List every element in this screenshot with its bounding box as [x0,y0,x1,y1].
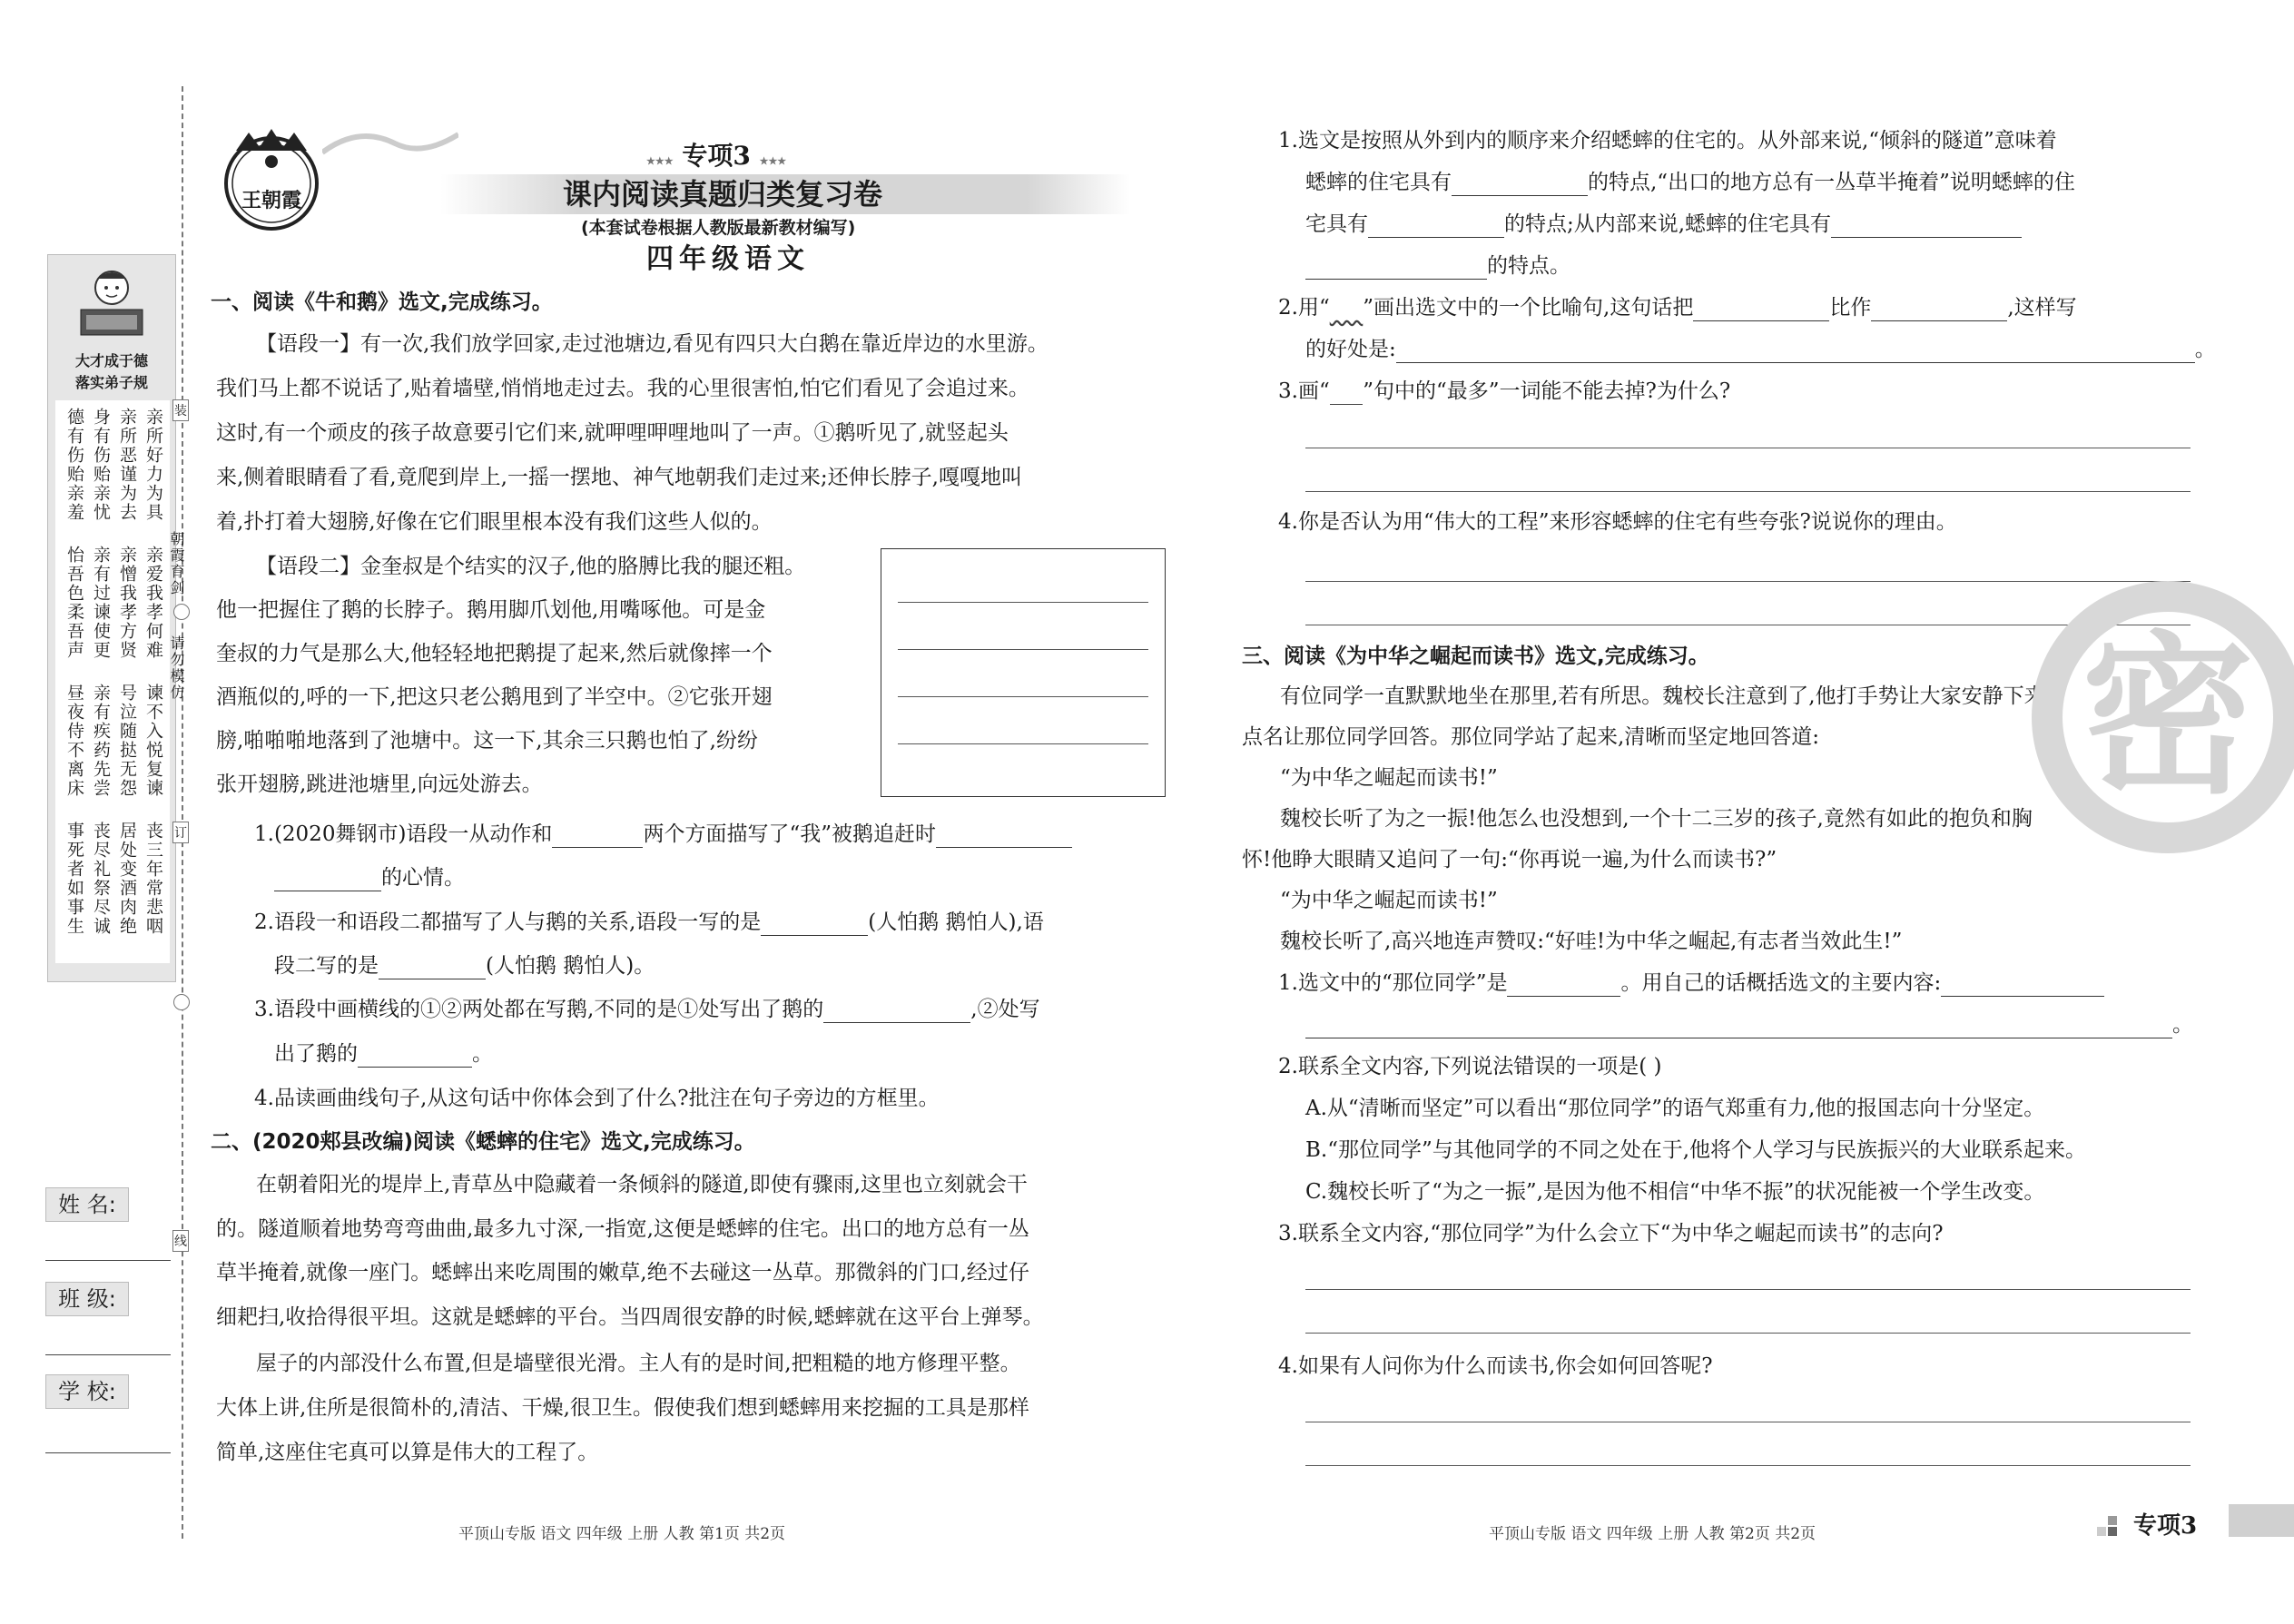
special-label [646,136,786,172]
s3-l6: “为中华之崛起而读书!” [1280,889,1498,912]
face-icon-1 [173,604,190,620]
poem-col-7: 亲有过谏使更 [91,546,111,660]
name-label: 姓 名: [45,1187,129,1222]
r-q2-f: 。 [2194,338,2216,361]
r-q1-l4 [1305,252,1570,280]
r-q3-a: 3.画“ [1278,379,1330,403]
annotation-box[interactable] [881,548,1166,797]
fold-mark-2: 订 [172,822,189,843]
l-q1-line1 [254,821,1072,848]
r-q3-b: ”句中的“最多”一词能不能去掉?为什么? [1363,379,1731,403]
s2-l4: 细耙扫,收拾得很平坦。这就是蟋蟀的平台。当四周很安静的时候,蟋蟀就在这平台上弹琴。 [216,1305,1044,1329]
school-field[interactable] [45,1451,171,1453]
poem-col-12: 昼夜侍不离床 [64,684,84,798]
s1-p1-l1: 【语段一】有一次,我们放学回家,走过池塘边,看见有四只大白鹅在靠近岸边的水里游。 [256,332,1049,356]
r3-q2-A[interactable]: A.从“清晰而坚定”可以看出“那位同学”的语气郑重有力,他的报国志向十分坚定。 [1305,1097,2045,1120]
s3-l1: 有位同学一直默默地坐在那里,若有所思。魏校长注意到了,他打手势让大家安静下来, [1280,684,2052,708]
left-sidebar [0,0,187,1624]
r-q1-l3a: 宅具有 [1305,212,1368,236]
r-q1-l2 [1305,169,2075,196]
ribbon-decoration [322,116,458,171]
s3-l5: 怀!他睁大眼睛又追问了一句:“你再说一遍,为什么而读书?” [1242,848,1777,871]
poem-col-5: 亲爱我孝何难 [143,546,163,660]
s2-l6: 大体上讲,住所是很简朴的,清洁、干燥,很卫生。假使我们想到蟋蟀用来挖掘的工具是那样 [216,1396,1029,1420]
special-text: 专项3 [682,141,751,171]
l-q2-d: (人怕鹅 鹅怕人)。 [486,954,655,978]
wavy-sample [1330,296,1364,320]
r-q1-blank1[interactable] [1452,175,1588,196]
r-q1-l2a: 蟋蟀的住宅具有 [1305,171,1452,194]
poem-col-9: 谏不入悦复谏 [143,684,163,798]
s2-l1: 在朝着阳光的堤岸上,青草丛中隐藏着一条倾斜的隧道,即使有骤雨,这里也立刻就会干 [256,1173,1028,1196]
r3-q1-l2 [1305,1011,2193,1038]
s3-l3: “为中华之崛起而读书!” [1280,766,1498,790]
l-q1-c: 的心情。 [381,866,465,890]
l-q2-b: (人怕鹅 鹅怕人),语 [868,910,1044,934]
s1-p2-l1: 【语段二】金奎叔是个结实的汉子,他的胳膊比我的腿还粗。 [256,555,806,578]
r-q2-a: 2.用“ [1278,296,1330,320]
r3-q1-blank1[interactable] [1507,976,1620,997]
star-dots-left: ★★★ [646,155,674,167]
poem-col-10: 号泣随挞无怨 [117,684,137,798]
r-q4: 4.你是否认为用“伟大的工程”来形容蟋蟀的住宅有些夸张?说说你的理由。 [1278,510,1957,534]
l-q3-line1 [254,996,1040,1023]
straight-sample [1330,379,1364,405]
poem-block [55,400,170,963]
s3-l7: 魏校长听了,高兴地连声赞叹:“好哇!为中华之崛起,有志者当效此生!” [1280,930,1903,953]
r-q2-blank1[interactable] [1693,300,1829,321]
r3-q1-b: 。用自己的话概括选文的主要内容: [1620,971,1942,995]
binding-line [182,86,183,1539]
page-title: 课内阅读真题归类复习卷 [563,177,883,212]
r3-q2: 2.联系全文内容,下列说法错误的一项是( ) [1278,1055,1662,1078]
right-footer: 平顶山专版 语文 四年级 上册 人教 第2页 共2页 [1489,1525,1816,1543]
poem-col-1: 亲所好力为具 [143,408,163,522]
r-q1-l3b: 的特点;从内部来说,蟋蟀的住宅具有 [1504,212,1832,236]
brand-name: 王朝霞 [241,189,301,212]
r-q1-blank3[interactable] [1831,217,2022,238]
answer-line[interactable] [1305,491,2191,492]
r-q1-blank2[interactable] [1368,217,1504,238]
poem-col-14: 居处变酒肉绝 [117,822,137,936]
s1-p2-l6: 张开翅膀,跳进池塘里,向远处游去。 [216,773,543,796]
annotation-line [898,602,1148,603]
s3-l2: 点名让那位同学回答。那位同学站了起来,清晰而坚定地回答道: [1242,725,1820,749]
r3-q3: 3.联系全文内容,“那位同学”为什么会立下“为中华之崛起而读书”的志向? [1278,1222,1944,1245]
l-q3-a: 3.语段中画横线的①②两处都在写鹅,不同的是①处写出了鹅的 [254,998,824,1021]
r-q1-l4-text: 的特点。 [1487,254,1570,278]
r3-q2-B[interactable]: B.“那位同学”与其他同学的不同之处在于,他将个人学习与民族振兴的大业联系起来。 [1305,1138,2087,1162]
brand-logo [218,127,325,234]
poem-col-11: 亲有疾药先尝 [91,684,111,798]
class-label: 班 级: [45,1282,129,1316]
l-q2-blank1[interactable] [761,915,868,936]
section-3-title: 三、阅读《为中华之崛起而读书》选文,完成练习。 [1242,645,1709,668]
r3-q1-l1 [1278,969,2104,997]
tab-bar [2229,1504,2294,1537]
face-icon-2 [173,994,190,1010]
l-q1-blank1[interactable] [552,827,643,848]
fold-mark-3: 线 [172,1230,189,1252]
l-q2-line1 [254,909,1044,936]
s2-l2: 的。隧道顺着地势弯弯曲曲,最多九寸深,一指宽,这便是蟋蟀的住宅。出口的地方总有一丛 [216,1217,1029,1241]
r-q1-l2b: 的特点,“出口的地方总有一丛草半掩着”说明蟋蟀的住 [1588,171,2075,194]
answer-line[interactable] [1305,1289,2191,1290]
motto-box [47,254,176,982]
l-q2-c: 段二写的是 [274,954,379,978]
r-q3-l1 [1278,378,1730,405]
l-q3-blank2[interactable] [358,1047,472,1068]
r-q2-e: 的好处是: [1305,338,1396,361]
l-q2-line2 [274,952,655,979]
s2-l3: 草半掩着,就像一座门。蟋蟀出来吃周围的嫩草,绝不去碰这一丛草。那微斜的门口,经过仔 [216,1261,1029,1284]
l-q3-blank1[interactable] [823,1002,970,1023]
l-q3-d: 。 [472,1042,493,1066]
section-1-title: 一、阅读《牛和鹅》选文,完成练习。 [211,290,553,314]
l-q2-a: 2.语段一和语段二都描写了人与鹅的关系,语段一写的是 [254,910,762,934]
grade-title: 四年级语文 [646,243,810,275]
side-text-1: 朝霞育剑 [168,531,185,596]
s1-p2-l2: 他一把握住了鹅的长脖子。鹅用脚爪划他,用嘴啄他。可是金 [216,598,766,622]
fold-mark-1: 装 [172,399,189,421]
s1-p2-l4: 酒瓶似的,呼的一下,把这只老公鹅甩到了半空中。②它张开翅 [216,685,773,709]
r-q2-l1 [1278,294,2077,321]
tab-squares-icon [2097,1516,2124,1538]
poem-col-6: 亲憎我孝方贤 [117,546,137,660]
left-footer: 平顶山专版 语文 四年级 上册 人教 第1页 共2页 [458,1525,786,1543]
s1-p2-l5: 膀,啪啪啪地落到了池塘中。这一下,其余三只鹅也怕了,纷纷 [216,729,758,753]
r-q2-l2 [1305,336,2216,363]
r3-q1-blank3[interactable] [1305,1018,2172,1038]
s1-p1-l5: 着,扑打着大翅膀,好像在它们眼里根本没有我们这些人似的。 [216,510,773,534]
secret-stamp [2032,581,2294,853]
r-q2-blank3[interactable] [1396,342,2195,363]
section-2-title: 二、(2020郏县改编)阅读《蟋蟀的住宅》选文,完成练习。 [211,1130,755,1154]
poem-col-8: 怡吾色柔吾声 [64,546,84,660]
r-q1-l3 [1305,211,2022,238]
answer-line[interactable] [1305,1465,2191,1466]
poem-col-3: 身有伤贻亲忧 [91,408,111,522]
poem-col-15: 丧尽礼祭尽诚 [91,822,111,936]
l-q1-line2 [274,864,465,891]
edition-note: (本套试卷根据人教版最新教材编写) [581,218,856,238]
poem-col-4: 德有伤贻亲羞 [64,408,84,522]
annotation-line [898,743,1148,744]
s1-p2-l3: 奎叔的力气是那么大,他轻轻地把鹅提了起来,然后就像摔一个 [216,642,773,665]
motto-1: 大才成于德 [74,352,148,369]
l-q1-b: 两个方面描写了“我”被鹅追赶时 [643,822,936,846]
r3-q4: 4.如果有人问你为什么而读书,你会如何回答呢? [1278,1354,1713,1378]
child-figure-icon [74,264,150,346]
poem-col-2: 亲所恶谨为去 [117,408,137,522]
l-q3-b: ,②处写 [970,998,1040,1021]
l-q1-a: 1.(2020舞钢市)语段一从动作和 [254,822,553,846]
annotation-line [898,649,1148,650]
r-q1-blank4[interactable] [1305,259,1487,280]
l-q1-blank3[interactable] [274,871,381,891]
l-q3-c: 出了鹅的 [274,1042,358,1066]
r-q2-d: ,这样写 [2007,296,2077,320]
school-label: 学 校: [45,1374,129,1409]
s2-l7: 简单,这座住宅真可以算是伟大的工程了。 [216,1441,599,1464]
section-tab: 专项3 [2133,1512,2198,1540]
star-dots-right: ★★★ [759,155,787,167]
r-q2-blank2[interactable] [1871,300,2007,321]
r-q2-c: 比作 [1829,296,1872,320]
l-q1-blank2[interactable] [936,827,1072,848]
poem-col-13: 丧三年常悲咽 [143,822,163,936]
s1-p1-l2: 我们马上都不说话了,贴着墙壁,悄悄地走过去。我的心里很害怕,怕它们看见了会追过来。 [216,377,1029,400]
r3-q1-c: 。 [2172,1013,2193,1037]
r-q2-b: ”画出选文中的一个比喻句,这句话把 [1363,296,1694,320]
motto-2: 落实弟子规 [74,374,148,391]
s1-p1-l4: 来,侧着眼睛看了看,竟爬到岸上,一摇一摆地、神气地朝我们走过来;还伸长脖子,嘎嘎地叫 [216,466,1022,489]
name-field[interactable] [45,1258,171,1261]
s3-l4: 魏校长听了为之一振!他怎么也没想到,一个十二三岁的孩子,竟然有如此的抱负和胸 [1280,807,2033,831]
s1-p1-l3: 这时,有一个顽皮的孩子故意要引它们来,就呷哩呷哩地叫了一声。①鹅听见了,就竖起头 [216,421,1009,445]
l-q4: 4.品读画曲线句子,从这句话中你体会到了什么?批注在句子旁边的方框里。 [254,1087,940,1110]
r3-q1-blank2[interactable] [1941,976,2104,997]
r3-q2-C[interactable]: C.魏校长听了“为之一振”,是因为他不相信“中华不振”的状况能被一个学生改变。 [1305,1180,2045,1204]
r-q1-l1: 1.选文是按照从外到内的顺序来介绍蟋蟀的住宅的。从外部来说,“倾斜的隧道”意味着 [1278,129,2057,153]
answer-line[interactable] [1305,581,2191,582]
s2-l5: 屋子的内部没什么布置,但是墙壁很光滑。主人有的是时间,把粗糙的地方修理平整。 [256,1352,1021,1375]
annotation-line [898,696,1148,697]
l-q2-blank2[interactable] [379,959,486,979]
side-text-2: 请勿模仿 [168,635,185,701]
l-q3-line2 [274,1040,493,1068]
answer-line[interactable] [1305,1333,2191,1334]
stamp-text: 密 [2081,616,2254,817]
class-field[interactable] [45,1353,171,1355]
poem-col-16: 事死者如事生 [64,822,84,936]
r3-q1-a: 1.选文中的“那位同学”是 [1278,971,1508,995]
